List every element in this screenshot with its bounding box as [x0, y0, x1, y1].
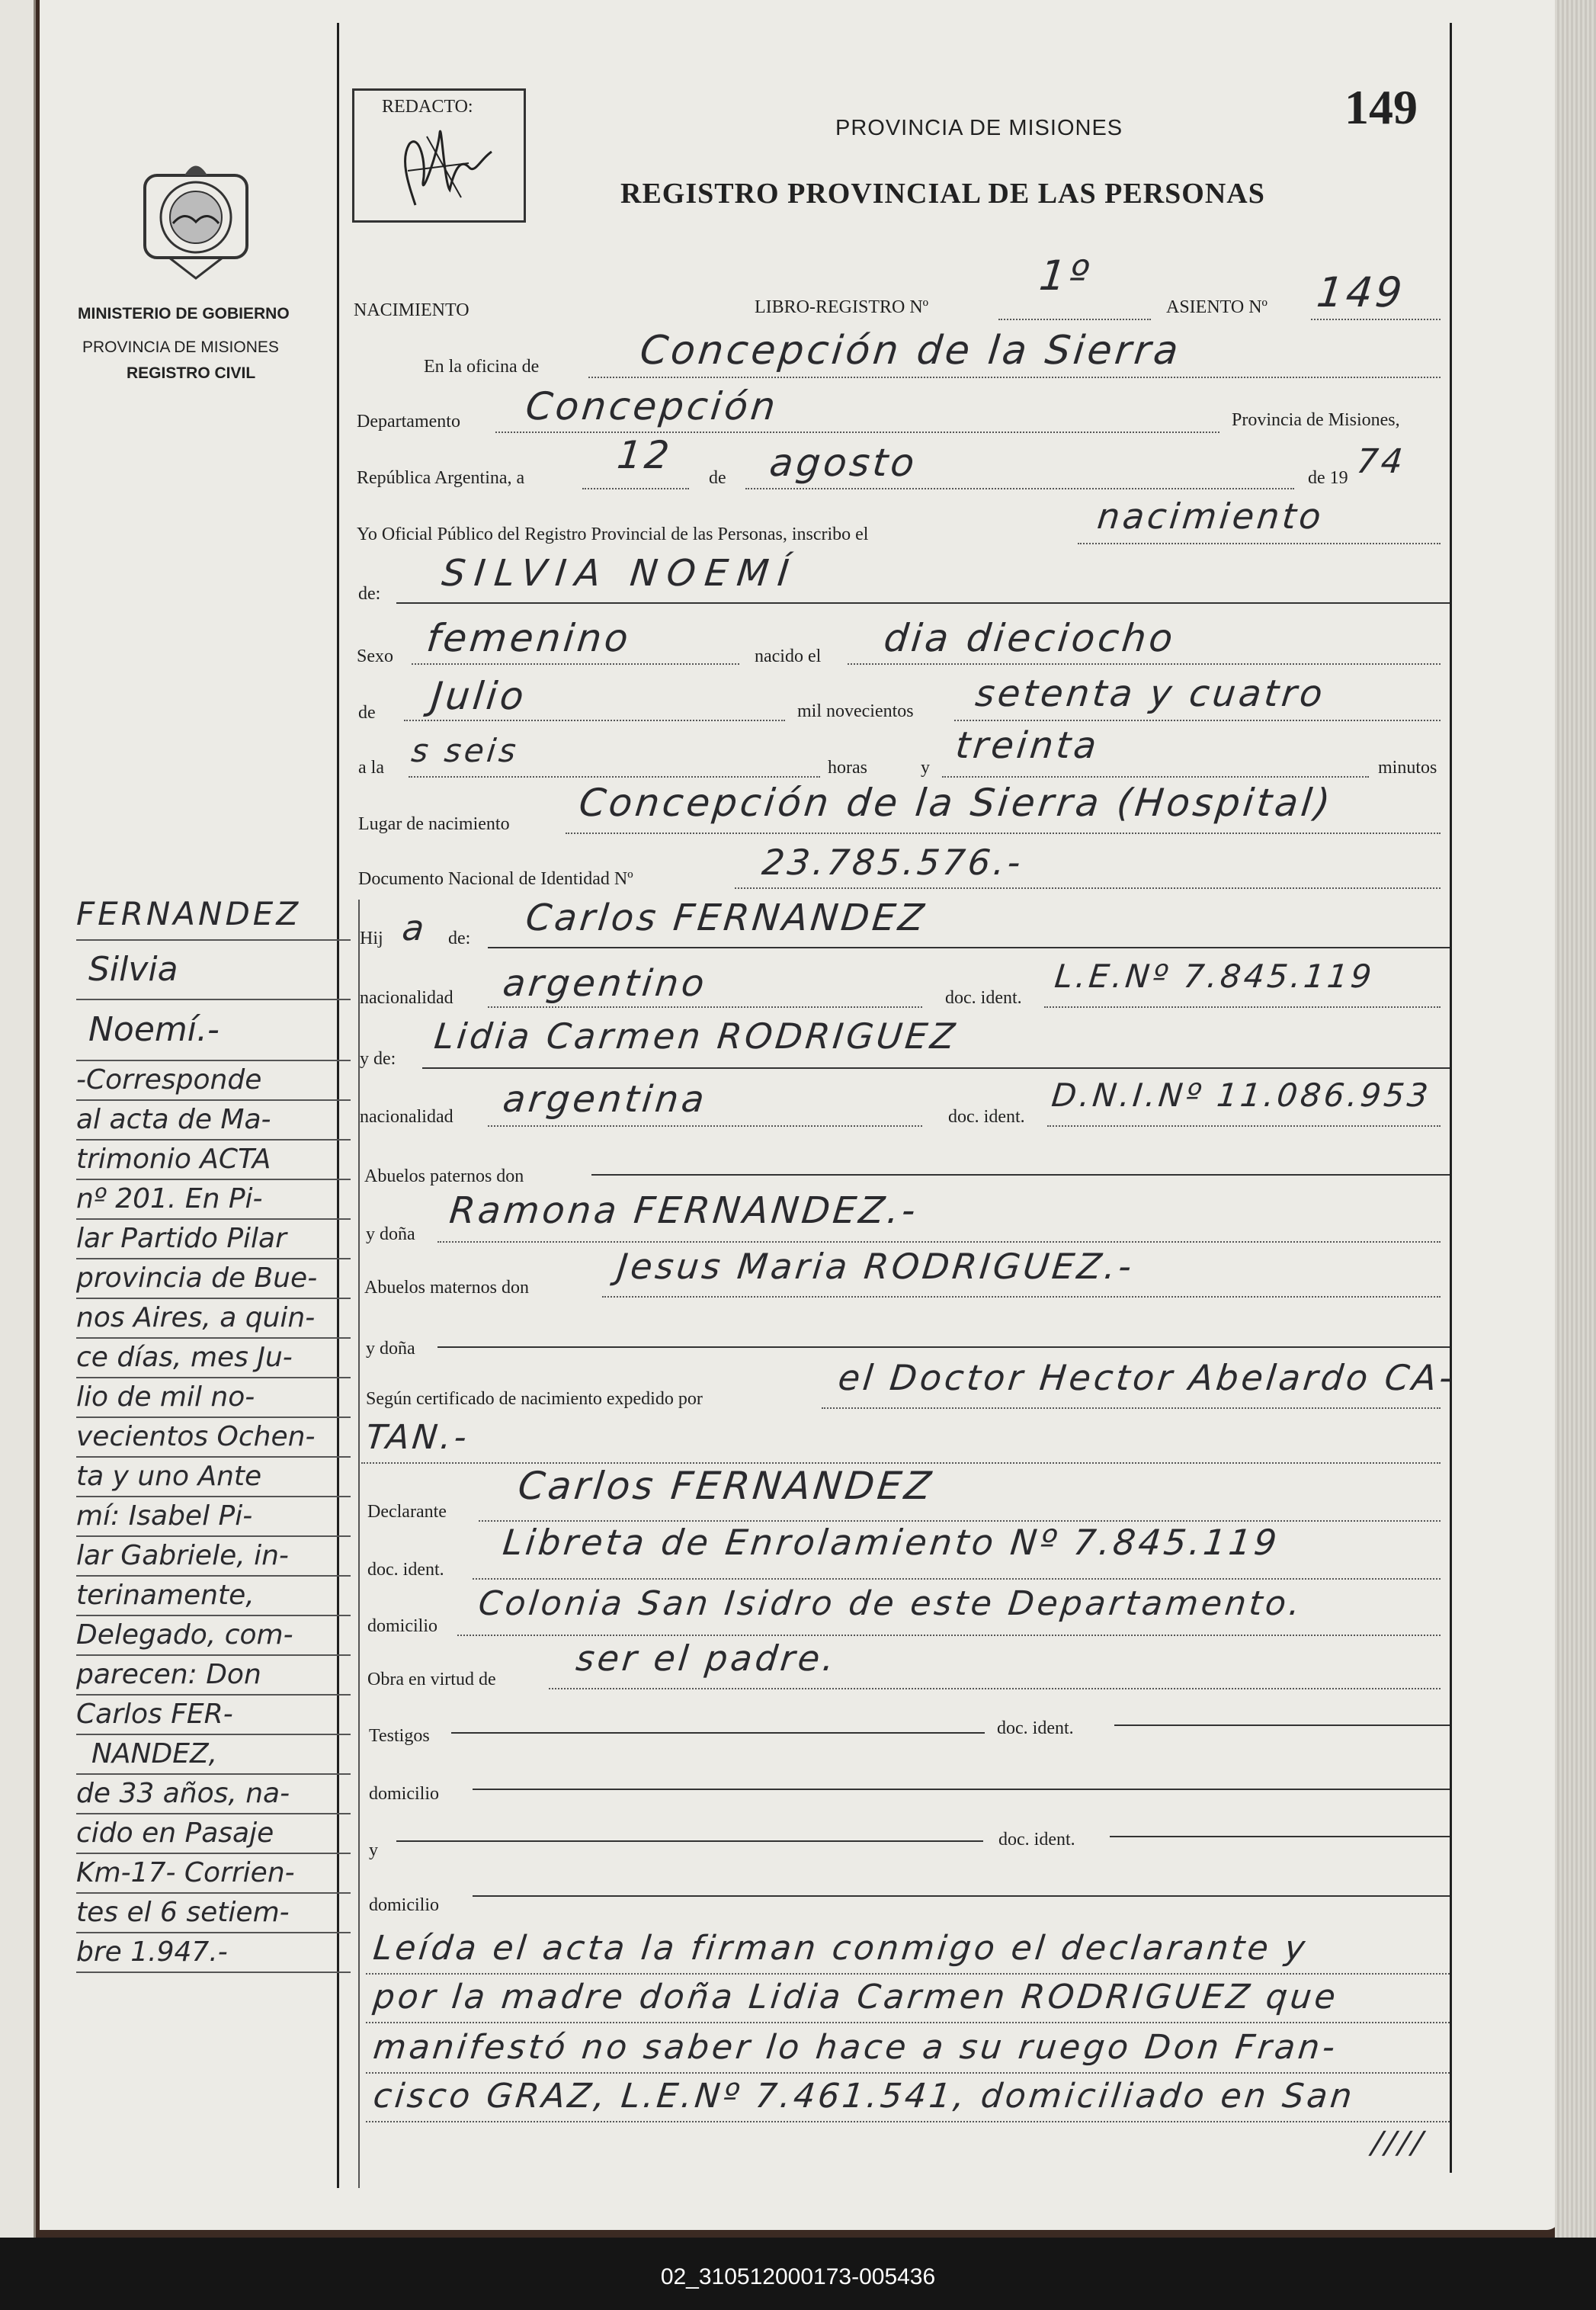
margin-line: cido en Pasaje	[76, 1814, 351, 1854]
mes-line	[745, 488, 1294, 489]
margin-line: trimonio ACTA	[76, 1141, 351, 1180]
margin-line: de 33 años, na-	[76, 1775, 351, 1814]
province-heading: PROVINCIA DE MISIONES	[835, 116, 1123, 140]
redacto-label: REDACTO:	[382, 97, 473, 117]
nacimiento-label: NACIMIENTO	[354, 300, 470, 320]
sexo-label: Sexo	[357, 646, 393, 666]
padre-docident-label: doc. ident.	[945, 988, 1022, 1008]
madre-line	[422, 1067, 1450, 1069]
anio-label: de 19	[1308, 468, 1348, 488]
madre-docident-label: doc. ident.	[948, 1107, 1025, 1127]
de2-label: de:	[358, 584, 381, 604]
madre-nac-line	[488, 1125, 922, 1127]
ab-pat-dona-line	[437, 1241, 1441, 1243]
closing-line-1: Leída el acta la firman conmigo el declarante y	[371, 1929, 1310, 1968]
domicilio3-line	[473, 1895, 1450, 1897]
libro-value: 1º	[1037, 252, 1094, 300]
margin-line: al acta de Ma-	[76, 1101, 351, 1141]
redactor-signature	[354, 91, 524, 220]
libro-label: LIBRO-REGISTRO Nº	[755, 297, 929, 317]
y2-label: y	[369, 1840, 378, 1860]
obra-line	[549, 1688, 1441, 1689]
minutos-label: minutos	[1378, 758, 1437, 778]
testigos-label: Testigos	[369, 1726, 430, 1746]
madre-doc-line	[1047, 1125, 1441, 1127]
declarante-label: Declarante	[367, 1502, 447, 1522]
ab-mat-dona-line	[437, 1346, 1450, 1348]
margin-line: bre 1.947.-	[76, 1933, 351, 1973]
asiento-value: 149	[1314, 268, 1408, 316]
closing-rule-1	[366, 1973, 1450, 1975]
departamento-line	[495, 432, 1219, 433]
margin-line: terinamente,	[76, 1577, 351, 1616]
mes-nac-value: Julio	[428, 674, 529, 718]
margin-line: nº 201. En Pi-	[76, 1180, 351, 1220]
closing-end: ////	[1370, 2126, 1428, 2161]
mes-value: agosto	[767, 441, 920, 485]
testigo1-line	[451, 1732, 985, 1734]
testigo2-doc-line	[1110, 1836, 1450, 1837]
dni-value: 23.785.576.-	[760, 842, 1026, 883]
dni-line	[735, 887, 1441, 889]
registry-heading: REGISTRO PROVINCIAL DE LAS PERSONAS	[620, 178, 1265, 210]
closing-line-2: por la madre doña Lidia Carmen RODRIGUEZ que	[371, 1978, 1341, 2016]
anio-value: 74	[1354, 442, 1408, 481]
margin-line: mí: Isabel Pi-	[76, 1497, 351, 1537]
right-rule	[1450, 23, 1452, 2173]
hora-value: s seis	[409, 732, 521, 769]
mes-nac-line	[404, 720, 785, 721]
obra-label: Obra en virtud de	[367, 1670, 496, 1689]
de-label: de	[709, 468, 726, 488]
margin-line: ta y uno Ante	[76, 1458, 351, 1497]
ab-pat-line	[591, 1174, 1450, 1176]
domicilio2-label: domicilio	[369, 1784, 439, 1804]
redacto-box	[352, 88, 526, 223]
margin-rule-inner	[358, 900, 360, 2188]
domicilio2-line	[473, 1789, 1450, 1790]
padre-nacionalidad-label: nacionalidad	[360, 988, 453, 1008]
hij-label: Hij	[360, 929, 383, 948]
ab-mat-label: Abuelos maternos don	[364, 1278, 529, 1298]
testigo2-line	[396, 1840, 983, 1842]
departamento-value: Concepción	[523, 384, 780, 428]
domicilio-value: Colonia San Isidro de este Departamento.	[476, 1584, 1305, 1623]
closing-rule-2	[366, 2022, 1450, 2023]
oficina-label: En la oficina de	[424, 357, 540, 377]
scan-footer-id: 02_310512000173-005436	[660, 2264, 936, 2289]
page-stack-edge	[1555, 0, 1596, 2238]
domicilio-line	[457, 1635, 1441, 1636]
page-number: 149	[1344, 80, 1418, 134]
testigo2-doc-label: doc. ident.	[998, 1830, 1075, 1850]
closing-line-4: cisco GRAZ, L.E.Nº 7.461.541, domiciliado en San	[371, 2077, 1357, 2116]
closing-rule-4	[366, 2121, 1450, 2122]
minutos-line	[942, 776, 1369, 778]
ala-label: a la	[358, 758, 384, 778]
margin-line: parecen: Don	[76, 1656, 351, 1696]
previous-page-edge	[0, 0, 36, 2238]
decl-doc-label: doc. ident.	[367, 1560, 444, 1580]
libro-line	[998, 319, 1151, 320]
coat-of-arms-seal	[139, 156, 253, 286]
margin-line: tes el 6 setiem-	[76, 1894, 351, 1933]
lugar-value: Concepción de la Sierra (Hospital)	[576, 781, 1335, 825]
ab-mat-value: Jesus Maria RODRIGUEZ.-	[615, 1246, 1137, 1287]
margin-line: FERNANDEZ	[76, 889, 351, 941]
yde-label: y de:	[360, 1049, 396, 1069]
margin-line: Noemí.-	[76, 1000, 351, 1061]
margin-line: NANDEZ,	[76, 1735, 351, 1775]
madre-nac-value: argentina	[501, 1078, 710, 1121]
padre-nac-value: argentino	[501, 962, 710, 1005]
sexo-line	[412, 663, 739, 665]
declarante-value: Carlos FERNANDEZ	[515, 1464, 937, 1508]
ydona-label: y doña	[366, 1224, 415, 1244]
obra-value: ser el padre.	[574, 1638, 839, 1679]
margin-line: Carlos FER-	[76, 1696, 351, 1735]
de3-label: de	[358, 703, 376, 723]
margin-line: lar Gabriele, in-	[76, 1537, 351, 1577]
closing-rule-3	[366, 2072, 1450, 2074]
margin-line: provincia de Bue-	[76, 1259, 351, 1299]
segun-label: Según certificado de nacimiento expedido por	[366, 1389, 703, 1409]
domicilio-label: domicilio	[367, 1616, 437, 1636]
padre-doc-value: L.E.Nº 7.845.119	[1053, 958, 1376, 995]
ab-mat-line	[602, 1296, 1441, 1298]
minutos-value: treinta	[953, 724, 1102, 767]
ab-pat-label: Abuelos paternos don	[364, 1166, 524, 1186]
decl-doc-value: Libreta de Enrolamiento Nº 7.845.119	[501, 1522, 1282, 1563]
yo-label: Yo Oficial Público del Registro Provincial de las Personas, inscribo el	[357, 525, 869, 544]
anio-nac-value: setenta y cuatro	[973, 672, 1328, 715]
nacido-value: dia dieciocho	[881, 616, 1178, 660]
domicilio3-label: domicilio	[369, 1895, 439, 1915]
madre-value: Lidia Carmen RODRIGUEZ	[432, 1015, 960, 1057]
provincia-label: Provincia de Misiones,	[1232, 410, 1400, 430]
segun-value2: TAN.-	[364, 1418, 472, 1457]
milnov-label: mil novecientos	[797, 701, 914, 721]
segun-line	[822, 1407, 1441, 1409]
yo-line	[1078, 543, 1441, 544]
dni-label: Documento Nacional de Identidad Nº	[358, 869, 633, 889]
margin-line: Km-17- Corrien-	[76, 1854, 351, 1894]
ministry-line2: PROVINCIA DE MISIONES	[82, 338, 279, 356]
dia-value: 12	[614, 433, 675, 477]
ydona2-label: y doña	[366, 1339, 415, 1359]
padre-doc-line	[1044, 1006, 1441, 1008]
margin-line: nos Aires, a quin-	[76, 1299, 351, 1339]
lugar-line	[566, 833, 1441, 834]
ministry-line3: REGISTRO CIVIL	[127, 364, 256, 382]
nacido-label: nacido el	[755, 646, 822, 666]
oficina-value: Concepción de la Sierra	[637, 328, 1184, 374]
hij-suffix: a	[400, 907, 430, 948]
republica-label: República Argentina, a	[357, 468, 525, 488]
yo-value: nacimiento	[1095, 496, 1326, 537]
margin-line: Silvia	[76, 941, 351, 1000]
testigo1-doc-label: doc. ident.	[997, 1718, 1074, 1738]
margin-note	[76, 889, 351, 1973]
padre-value: Carlos FERNANDEZ	[524, 897, 929, 939]
lugar-label: Lugar de nacimiento	[358, 814, 510, 834]
sexo-value: femenino	[424, 616, 633, 660]
padre-line	[488, 947, 1450, 948]
nombre-line	[396, 602, 1450, 604]
margin-line: ce días, mes Ju-	[76, 1339, 351, 1378]
margin-line: Delegado, com-	[76, 1616, 351, 1656]
oficina-line	[588, 377, 1441, 378]
margin-line: lio de mil no-	[76, 1378, 351, 1418]
dia-line	[582, 488, 689, 489]
hora-line	[409, 776, 820, 778]
testigo1-doc-line	[1114, 1724, 1450, 1726]
anio-nac-line	[954, 720, 1441, 721]
margin-line: vecientos Ochen-	[76, 1418, 351, 1458]
asiento-label: ASIENTO Nº	[1166, 297, 1268, 317]
madre-nacionalidad-label: nacionalidad	[360, 1107, 453, 1127]
ministry-line1: MINISTERIO DE GOBIERNO	[78, 305, 290, 322]
hij-de-label: de:	[448, 929, 471, 948]
closing-line-3: manifestó no saber lo hace a su ruego Don Fran-	[371, 2028, 1340, 2067]
nacido-line	[848, 663, 1441, 665]
y-label: y	[921, 758, 930, 778]
nombre-value: SILVIA NOEMÍ	[440, 552, 800, 595]
horas-label: horas	[828, 758, 867, 778]
departamento-label: Departamento	[357, 412, 460, 432]
padre-nac-line	[488, 1006, 922, 1008]
asiento-line	[1311, 319, 1441, 320]
segun-value: el Doctor Hector Abelardo CA-	[836, 1357, 1458, 1398]
ab-pat-dona-value: Ramona FERNANDEZ.-	[447, 1189, 921, 1232]
margin-line: lar Partido Pilar	[76, 1220, 351, 1259]
margin-line: -Corresponde	[76, 1061, 351, 1101]
madre-doc-value: D.N.I.Nº 11.086.953	[1050, 1076, 1433, 1114]
decl-doc-line	[473, 1578, 1441, 1580]
